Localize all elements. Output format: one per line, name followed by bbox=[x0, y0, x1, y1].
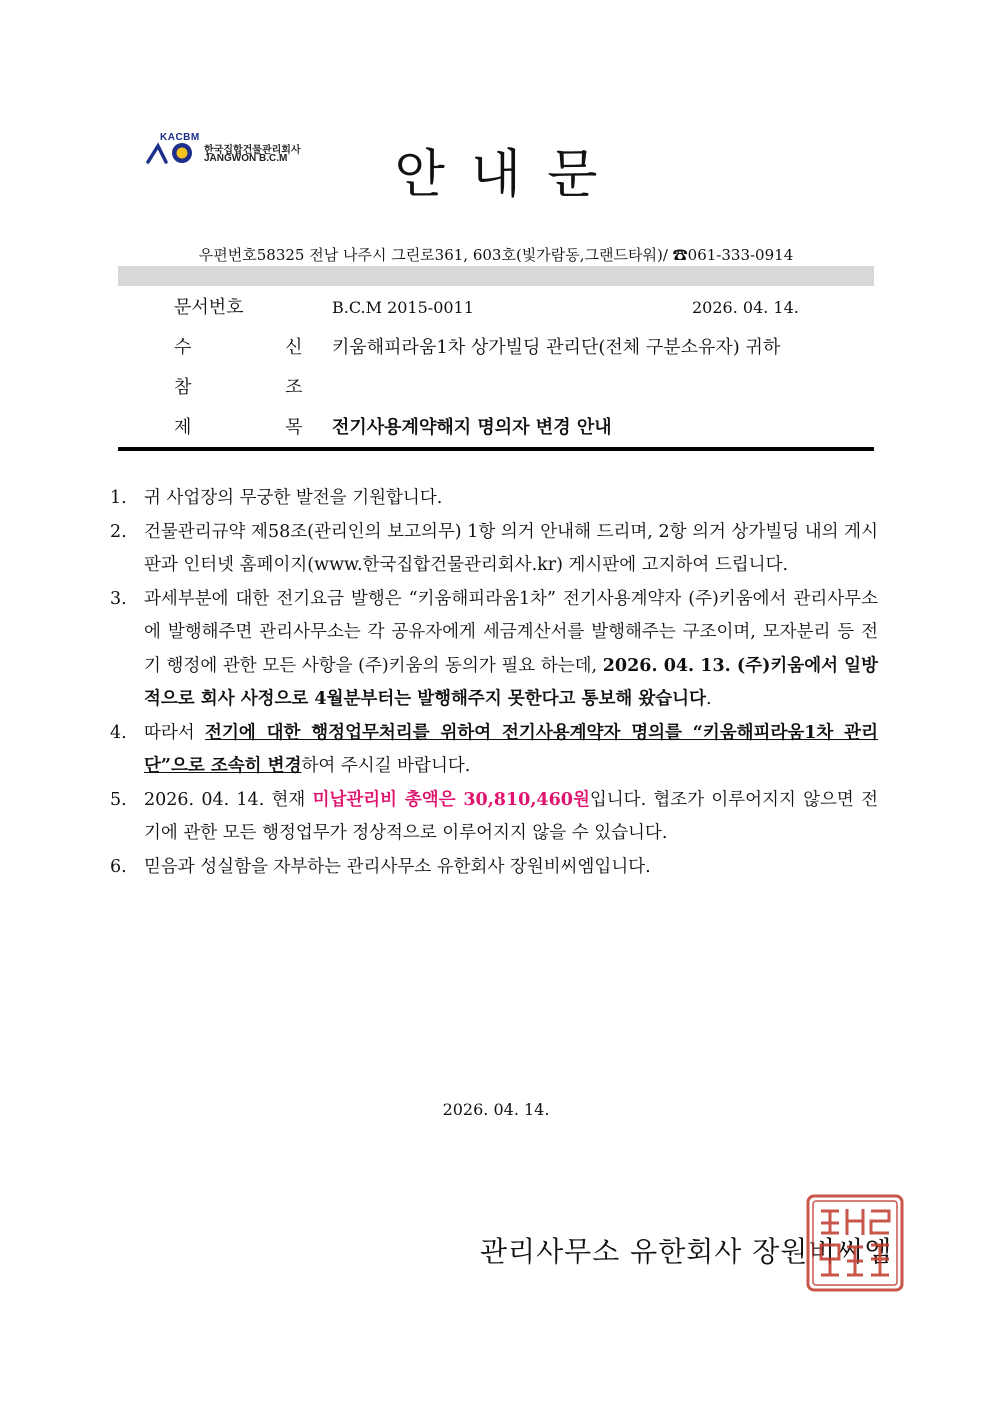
recipient: 키움해피라움1차 상가빌딩 관리단(전체 구분소유자) 귀하 bbox=[332, 337, 781, 358]
item-number: 3. bbox=[110, 588, 127, 609]
recipient-label: 수 신 bbox=[174, 337, 347, 358]
subject: 전기사용계약해지 명의자 변경 안내 bbox=[332, 417, 612, 438]
item-number: 2. bbox=[110, 521, 127, 542]
doc-number-row bbox=[0, 293, 992, 323]
list-item bbox=[110, 784, 878, 851]
signer-name: 관리사무소 유한회사 장원비씨엠 bbox=[480, 1235, 893, 1268]
list-item bbox=[110, 516, 878, 583]
reference-label: 참 조 bbox=[174, 377, 347, 398]
list-item bbox=[110, 851, 878, 885]
item-text: 과세부분에 대한 전기요금 발행은 “키움해피라움1차” 전기사용계약자 (주)키움에서 관리사무소에 발행해주면 관리사무소는 각 공유자에게 세금계산서를 발행해주는 구조이며, 모자분리 등 전기 행정에 관한 모든 사항을 (주)키움의 동의가 필요 하는데, bbox=[144, 588, 878, 676]
header-divider bbox=[118, 447, 874, 451]
item-text: 믿음과 성실함을 자부하는 관리사무소 유한회사 장원비씨엠입니다. bbox=[144, 856, 651, 877]
doc-date: 2026. 04. 14. bbox=[692, 298, 799, 317]
item-number: 1. bbox=[110, 488, 127, 508]
item-number: 4. bbox=[110, 722, 127, 743]
item-text: 하여 주시길 바랍니다. bbox=[301, 756, 471, 776]
item-text: . bbox=[705, 689, 712, 709]
doc-number: B.C.M 2015-0011 bbox=[332, 298, 474, 317]
header-band bbox=[118, 266, 874, 286]
item-text: 입니다. 협조가 이루어지지 않으면 전기에 관한 모든 행정업무가 정상적으로 이루어지지 않을 수 있습니다. bbox=[144, 789, 878, 843]
subject-row bbox=[0, 413, 992, 443]
address-line: 우편번호58325 전남 나주시 그린로361, 603호(빛가람동,그랜드타워)/ ☎061-333-0914 bbox=[198, 246, 794, 264]
list-item bbox=[110, 717, 878, 784]
item-text: 따라서 bbox=[144, 722, 206, 743]
list-item bbox=[110, 482, 878, 516]
logo-abbr: KACBM bbox=[160, 132, 200, 143]
footer-date: 2026. 04. 14. bbox=[442, 1100, 550, 1119]
logo-name-en: JANGWON B.C.M bbox=[204, 153, 288, 164]
item-text: 2026. 04. 14. 현재 bbox=[144, 789, 313, 810]
item-text-emphasis: 2026. 04. 13. (주)키움에서 일방적으로 회사 사정으로 4월분부터는 발행해주지 못한다고 통보해 왔습니다 bbox=[144, 655, 878, 709]
company-seal-icon bbox=[805, 1193, 905, 1293]
notice-body bbox=[110, 482, 878, 884]
item-text-emphasis: 전기에 대한 행정업무처리를 위하여 전기사용계약자 명의를 “키움해피라움1차 관리단”으로 조속히 변경 bbox=[144, 722, 878, 776]
item-number: 6. bbox=[110, 856, 127, 877]
document-title: 안내문 bbox=[394, 145, 624, 205]
logo-name-ko: 한국집합건물관리회사 bbox=[204, 145, 301, 156]
recipient-row bbox=[0, 333, 992, 363]
subject-label: 제 목 bbox=[174, 417, 347, 438]
item-text: 건물관리규약 제58조(관리인의 보고의무) 1항 의거 안내해 드리며, 2항 의거 상가빌딩 내의 게시판과 인터넷 홈페이지(www.한국집합건물관리회사.kr) 게시판에 고지하여 드립니다. bbox=[144, 521, 878, 575]
doc-number-label: 문서번호 bbox=[174, 297, 244, 318]
unpaid-amount: 미납관리비 총액은 30,810,460원 bbox=[312, 789, 590, 810]
reference-row bbox=[0, 373, 992, 403]
item-number: 5. bbox=[110, 789, 127, 810]
item-text: 귀 사업장의 무궁한 발전을 기원합니다. bbox=[144, 488, 443, 508]
list-item bbox=[110, 583, 878, 717]
